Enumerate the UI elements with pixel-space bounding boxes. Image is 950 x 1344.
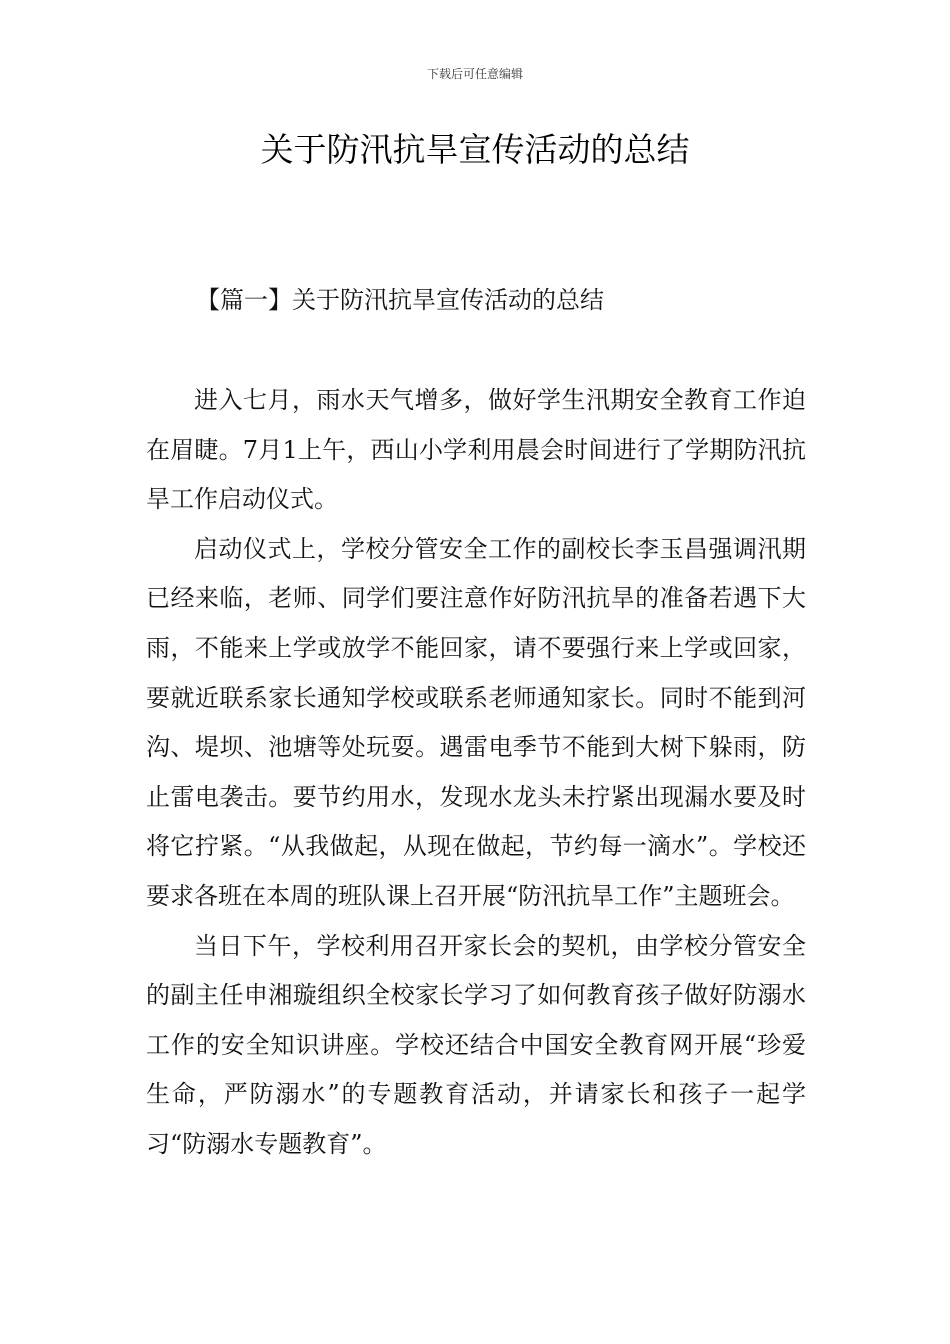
header-note: 下载后可任意编辑 (426, 67, 523, 81)
paragraph-3: 当日下午，学校利用召开家长会的契机，由学校分管安全的副主任申湘璇组织全校家长学习了如何教育孩子做好防溺水工作的安全知识讲座。学校还结合中国安全教育网开展“珍爱生命，严防溺水”的专题教育活动，并请家长和孩子一起学习“防溺水专题教育”。 (146, 931, 806, 1158)
section-heading: 【篇一】关于防汛抗旱宣传活动的总结 (196, 286, 604, 314)
paragraph-2: 启动仪式上，学校分管安全工作的副校长李玉昌强调汛期已经来临，老师、同学们要注意作好防汛抗旱的准备若遇下大雨，不能来上学或放学不能回家，请不要强行来上学或回家，要就近联系家长通知学校或联系老师通知家长。同时不能到河沟、堤坝、池塘等处玩耍。遇雷电季节不能到大树下躲雨，防止雷电袭击。要节约用水，发现水龙头未拧紧出现漏水要及时将它拧紧。“从我做起，从现在做起，节约每一滴水”。学校还要求各班在本周的班队课上召开展“防汛抗旱工作”主题班会。 (146, 534, 806, 910)
document-title: 关于防汛抗旱宣传活动的总结 (260, 130, 690, 169)
paragraph-1: 进入七月，雨水天气增多，做好学生汛期安全教育工作迫在眉睫。7月1上午，西山小学利用晨会时间进行了学期防汛抗旱工作启动仪式。 (146, 386, 806, 514)
document-body (146, 376, 806, 1170)
